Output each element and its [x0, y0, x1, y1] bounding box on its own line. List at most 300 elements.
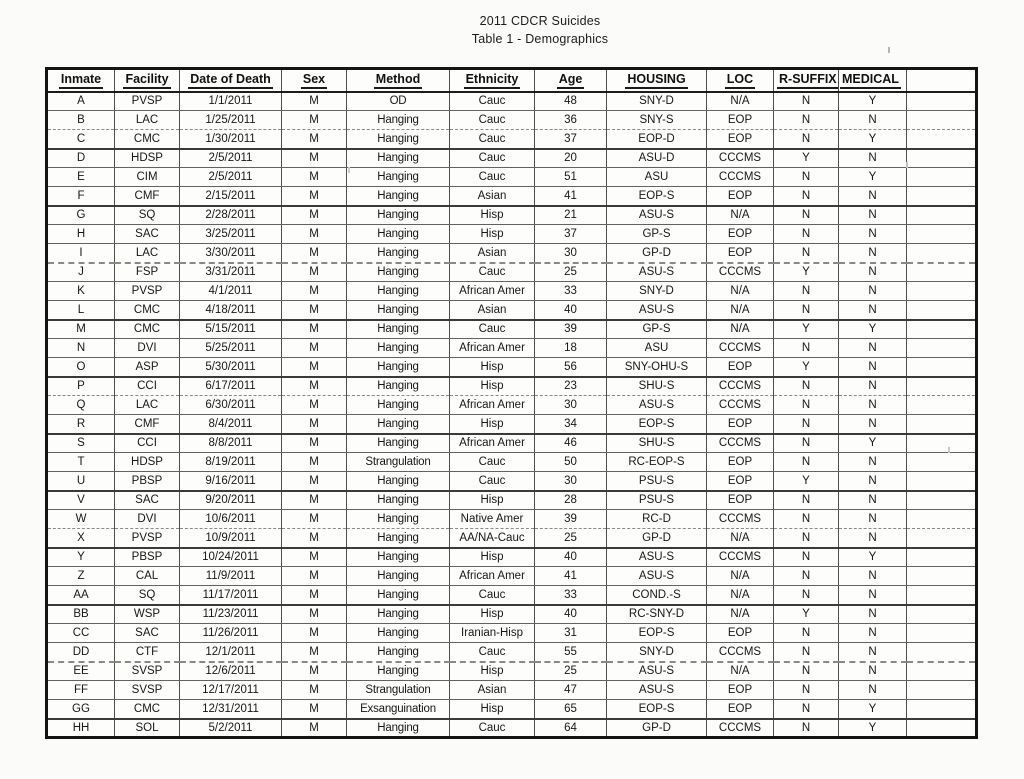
cell-method: Hanging: [347, 396, 450, 415]
column-header-label: R-SUFFIX: [777, 72, 839, 89]
cell-sex: M: [282, 130, 347, 149]
cell-method: Hanging: [347, 282, 450, 301]
cell-housing: EOP-D: [607, 130, 707, 149]
cell-date-of-death: 5/15/2011: [180, 320, 282, 339]
cell-blank: [907, 358, 977, 377]
cell-date-of-death: 11/17/2011: [180, 586, 282, 605]
cell-loc: EOP: [707, 358, 774, 377]
cell-sex: M: [282, 206, 347, 225]
cell-ethnicity: Cauc: [450, 320, 535, 339]
cell-medical: N: [839, 301, 907, 320]
cell-sex: M: [282, 586, 347, 605]
cell-housing: GP-D: [607, 244, 707, 263]
cell-age: 25: [535, 529, 607, 548]
table-row: [47, 225, 977, 244]
cell-age: 25: [535, 263, 607, 282]
cell-inmate: S: [47, 434, 115, 453]
cell-date-of-death: 4/1/2011: [180, 282, 282, 301]
cell-method: Strangulation: [347, 453, 450, 472]
cell-age: 51: [535, 168, 607, 187]
column-header-facility: [115, 69, 180, 92]
cell-medical: Y: [839, 168, 907, 187]
cell-blank: [907, 453, 977, 472]
table-row: [47, 358, 977, 377]
cell-blank: [907, 206, 977, 225]
cell-facility: ASP: [115, 358, 180, 377]
cell-age: 41: [535, 187, 607, 206]
cell-date-of-death: 3/30/2011: [180, 244, 282, 263]
cell-ethnicity: African Amer: [450, 434, 535, 453]
cell-age: 34: [535, 415, 607, 434]
cell-facility: PVSP: [115, 282, 180, 301]
cell-loc: N/A: [707, 92, 774, 111]
cell-ethnicity: Cauc: [450, 111, 535, 130]
cell-method: Hanging: [347, 472, 450, 491]
cell-method: Hanging: [347, 434, 450, 453]
cell-method: Hanging: [347, 586, 450, 605]
cell-loc: N/A: [707, 529, 774, 548]
cell-r-suffix: N: [774, 282, 839, 301]
cell-facility: SAC: [115, 491, 180, 510]
cell-facility: SOL: [115, 719, 180, 738]
cell-medical: Y: [839, 700, 907, 719]
cell-date-of-death: 10/24/2011: [180, 548, 282, 567]
cell-ethnicity: Cauc: [450, 643, 535, 662]
cell-inmate: Q: [47, 396, 115, 415]
cell-housing: GP-S: [607, 320, 707, 339]
cell-method: Hanging: [347, 624, 450, 643]
cell-medical: Y: [839, 130, 907, 149]
cell-r-suffix: N: [774, 244, 839, 263]
cell-loc: CCCMS: [707, 339, 774, 358]
cell-method: Hanging: [347, 358, 450, 377]
table-row: [47, 643, 977, 662]
cell-sex: M: [282, 377, 347, 396]
table-row: [47, 719, 977, 738]
cell-loc: N/A: [707, 567, 774, 586]
cell-inmate: E: [47, 168, 115, 187]
cell-loc: EOP: [707, 472, 774, 491]
cell-blank: [907, 187, 977, 206]
cell-ethnicity: Asian: [450, 681, 535, 700]
cell-r-suffix: N: [774, 206, 839, 225]
cell-blank: [907, 168, 977, 187]
cell-blank: [907, 491, 977, 510]
cell-blank: [907, 643, 977, 662]
cell-blank: [907, 472, 977, 491]
cell-housing: SHU-S: [607, 377, 707, 396]
column-header-label: Date of Death: [188, 72, 273, 89]
column-header-date-of-death: [180, 69, 282, 92]
cell-loc: N/A: [707, 282, 774, 301]
cell-method: Hanging: [347, 320, 450, 339]
table-header-row: [47, 69, 977, 92]
cell-r-suffix: Y: [774, 263, 839, 282]
cell-age: 37: [535, 130, 607, 149]
table-row: [47, 244, 977, 263]
cell-sex: M: [282, 491, 347, 510]
cell-r-suffix: N: [774, 510, 839, 529]
cell-inmate: V: [47, 491, 115, 510]
cell-blank: [907, 244, 977, 263]
cell-facility: LAC: [115, 111, 180, 130]
cell-r-suffix: N: [774, 548, 839, 567]
cell-medical: Y: [839, 320, 907, 339]
cell-date-of-death: 5/30/2011: [180, 358, 282, 377]
cell-date-of-death: 8/4/2011: [180, 415, 282, 434]
table-row: [47, 510, 977, 529]
cell-sex: M: [282, 396, 347, 415]
table-row: [47, 263, 977, 282]
cell-blank: [907, 396, 977, 415]
cell-loc: CCCMS: [707, 168, 774, 187]
cell-facility: CCI: [115, 434, 180, 453]
cell-r-suffix: Y: [774, 320, 839, 339]
cell-facility: SQ: [115, 586, 180, 605]
cell-housing: RC-SNY-D: [607, 605, 707, 624]
cell-blank: [907, 624, 977, 643]
cell-r-suffix: N: [774, 586, 839, 605]
cell-r-suffix: N: [774, 529, 839, 548]
cell-medical: N: [839, 586, 907, 605]
cell-ethnicity: Asian: [450, 301, 535, 320]
column-header-age: [535, 69, 607, 92]
cell-age: 41: [535, 567, 607, 586]
cell-housing: ASU-S: [607, 263, 707, 282]
column-header-label: LOC: [725, 72, 755, 89]
cell-housing: ASU-S: [607, 662, 707, 681]
cell-loc: N/A: [707, 605, 774, 624]
cell-inmate: G: [47, 206, 115, 225]
cell-inmate: Z: [47, 567, 115, 586]
cell-housing: ASU: [607, 339, 707, 358]
cell-housing: SHU-S: [607, 434, 707, 453]
cell-date-of-death: 12/31/2011: [180, 700, 282, 719]
column-header-label: Ethnicity: [464, 72, 521, 89]
cell-medical: N: [839, 472, 907, 491]
table-row: [47, 168, 977, 187]
table-row: [47, 301, 977, 320]
table-row: [47, 491, 977, 510]
cell-medical: Y: [839, 434, 907, 453]
cell-age: 40: [535, 548, 607, 567]
cell-inmate: D: [47, 149, 115, 168]
cell-method: Hanging: [347, 244, 450, 263]
cell-age: 48: [535, 92, 607, 111]
table-row: [47, 111, 977, 130]
cell-blank: [907, 320, 977, 339]
cell-loc: CCCMS: [707, 377, 774, 396]
cell-inmate: H: [47, 225, 115, 244]
cell-sex: M: [282, 301, 347, 320]
cell-housing: ASU-S: [607, 681, 707, 700]
cell-date-of-death: 2/5/2011: [180, 149, 282, 168]
cell-ethnicity: Cauc: [450, 130, 535, 149]
cell-r-suffix: N: [774, 491, 839, 510]
cell-method: Hanging: [347, 225, 450, 244]
table-row: [47, 377, 977, 396]
cell-r-suffix: N: [774, 643, 839, 662]
cell-method: Hanging: [347, 491, 450, 510]
cell-ethnicity: Cauc: [450, 472, 535, 491]
cell-inmate: W: [47, 510, 115, 529]
cell-ethnicity: Cauc: [450, 149, 535, 168]
cell-blank: [907, 700, 977, 719]
cell-blank: [907, 434, 977, 453]
cell-method: Hanging: [347, 111, 450, 130]
column-header-medical: [839, 69, 907, 92]
column-header-label: Method: [374, 72, 422, 89]
cell-method: Hanging: [347, 567, 450, 586]
column-header-sex: [282, 69, 347, 92]
cell-r-suffix: N: [774, 339, 839, 358]
cell-inmate: BB: [47, 605, 115, 624]
cell-facility: CAL: [115, 567, 180, 586]
column-header-loc: [707, 69, 774, 92]
table-row: [47, 624, 977, 643]
cell-facility: PVSP: [115, 529, 180, 548]
cell-inmate: EE: [47, 662, 115, 681]
cell-sex: M: [282, 339, 347, 358]
cell-medical: Y: [839, 92, 907, 111]
cell-loc: CCCMS: [707, 510, 774, 529]
cell-date-of-death: 6/17/2011: [180, 377, 282, 396]
cell-r-suffix: N: [774, 453, 839, 472]
table-row: [47, 567, 977, 586]
cell-age: 28: [535, 491, 607, 510]
cell-loc: EOP: [707, 130, 774, 149]
cell-date-of-death: 9/16/2011: [180, 472, 282, 491]
cell-r-suffix: N: [774, 168, 839, 187]
table-row: [47, 529, 977, 548]
cell-method: Hanging: [347, 377, 450, 396]
cell-r-suffix: N: [774, 130, 839, 149]
table-body: [47, 92, 977, 738]
table-row: [47, 339, 977, 358]
cell-loc: CCCMS: [707, 434, 774, 453]
column-header-ethnicity: [450, 69, 535, 92]
cell-housing: ASU-S: [607, 396, 707, 415]
cell-age: 18: [535, 339, 607, 358]
cell-date-of-death: 2/28/2011: [180, 206, 282, 225]
document-title: [0, 12, 1024, 48]
table-row: [47, 130, 977, 149]
cell-inmate: O: [47, 358, 115, 377]
cell-age: 39: [535, 320, 607, 339]
cell-method: Hanging: [347, 206, 450, 225]
cell-loc: CCCMS: [707, 396, 774, 415]
cell-blank: [907, 586, 977, 605]
cell-loc: EOP: [707, 111, 774, 130]
column-header-method: [347, 69, 450, 92]
cell-inmate: Y: [47, 548, 115, 567]
cell-loc: EOP: [707, 187, 774, 206]
cell-blank: [907, 662, 977, 681]
cell-sex: M: [282, 472, 347, 491]
cell-ethnicity: Hisp: [450, 206, 535, 225]
cell-medical: Y: [839, 719, 907, 738]
cell-housing: ASU: [607, 168, 707, 187]
cell-method: Strangulation: [347, 681, 450, 700]
cell-inmate: P: [47, 377, 115, 396]
table-row: [47, 586, 977, 605]
cell-loc: N/A: [707, 206, 774, 225]
cell-blank: [907, 111, 977, 130]
cell-method: Hanging: [347, 548, 450, 567]
cell-date-of-death: 11/9/2011: [180, 567, 282, 586]
cell-housing: SNY-D: [607, 282, 707, 301]
table-row: [47, 149, 977, 168]
cell-ethnicity: Hisp: [450, 225, 535, 244]
cell-sex: M: [282, 415, 347, 434]
cell-age: 40: [535, 301, 607, 320]
cell-date-of-death: 8/8/2011: [180, 434, 282, 453]
cell-age: 39: [535, 510, 607, 529]
cell-r-suffix: N: [774, 662, 839, 681]
table-row: [47, 282, 977, 301]
cell-housing: RC-D: [607, 510, 707, 529]
cell-age: 30: [535, 244, 607, 263]
cell-method: Hanging: [347, 168, 450, 187]
cell-medical: N: [839, 225, 907, 244]
cell-method: Hanging: [347, 339, 450, 358]
cell-age: 23: [535, 377, 607, 396]
cell-loc: N/A: [707, 320, 774, 339]
cell-r-suffix: N: [774, 567, 839, 586]
cell-ethnicity: Asian: [450, 244, 535, 263]
cell-sex: M: [282, 187, 347, 206]
cell-r-suffix: N: [774, 301, 839, 320]
cell-inmate: T: [47, 453, 115, 472]
cell-blank: [907, 548, 977, 567]
cell-ethnicity: African Amer: [450, 339, 535, 358]
cell-loc: CCCMS: [707, 263, 774, 282]
cell-housing: COND.-S: [607, 586, 707, 605]
cell-age: 21: [535, 206, 607, 225]
cell-blank: [907, 339, 977, 358]
cell-housing: EOP-S: [607, 624, 707, 643]
cell-r-suffix: N: [774, 719, 839, 738]
cell-age: 37: [535, 225, 607, 244]
table-row: [47, 320, 977, 339]
cell-medical: N: [839, 605, 907, 624]
cell-ethnicity: Hisp: [450, 491, 535, 510]
cell-ethnicity: Hisp: [450, 377, 535, 396]
cell-housing: GP-D: [607, 529, 707, 548]
cell-blank: [907, 719, 977, 738]
cell-sex: M: [282, 700, 347, 719]
cell-sex: M: [282, 111, 347, 130]
cell-medical: N: [839, 206, 907, 225]
cell-medical: N: [839, 624, 907, 643]
cell-method: Hanging: [347, 149, 450, 168]
cell-medical: N: [839, 681, 907, 700]
cell-medical: N: [839, 662, 907, 681]
cell-age: 40: [535, 605, 607, 624]
cell-housing: SNY-D: [607, 92, 707, 111]
cell-blank: [907, 681, 977, 700]
cell-sex: M: [282, 149, 347, 168]
cell-housing: EOP-S: [607, 415, 707, 434]
cell-sex: M: [282, 168, 347, 187]
cell-housing: SNY-S: [607, 111, 707, 130]
cell-method: Hanging: [347, 510, 450, 529]
table-row: [47, 206, 977, 225]
cell-age: 46: [535, 434, 607, 453]
cell-age: 65: [535, 700, 607, 719]
column-header-label: MEDICAL: [840, 72, 901, 89]
cell-housing: ASU-S: [607, 206, 707, 225]
cell-inmate: R: [47, 415, 115, 434]
cell-method: Hanging: [347, 187, 450, 206]
cell-loc: EOP: [707, 624, 774, 643]
cell-blank: [907, 510, 977, 529]
cell-sex: M: [282, 681, 347, 700]
table-row: [47, 396, 977, 415]
cell-date-of-death: 4/18/2011: [180, 301, 282, 320]
cell-date-of-death: 5/2/2011: [180, 719, 282, 738]
cell-medical: N: [839, 510, 907, 529]
cell-r-suffix: Y: [774, 358, 839, 377]
table-row: [47, 681, 977, 700]
cell-facility: FSP: [115, 263, 180, 282]
cell-date-of-death: 9/20/2011: [180, 491, 282, 510]
table-row: [47, 700, 977, 719]
cell-medical: N: [839, 567, 907, 586]
cell-facility: PBSP: [115, 548, 180, 567]
cell-facility: LAC: [115, 396, 180, 415]
cell-sex: M: [282, 434, 347, 453]
cell-inmate: U: [47, 472, 115, 491]
cell-medical: N: [839, 415, 907, 434]
cell-age: 30: [535, 396, 607, 415]
cell-inmate: HH: [47, 719, 115, 738]
table-row: [47, 187, 977, 206]
cell-method: Hanging: [347, 130, 450, 149]
cell-r-suffix: N: [774, 415, 839, 434]
cell-facility: PVSP: [115, 92, 180, 111]
column-header-blank: [907, 69, 977, 92]
cell-medical: N: [839, 643, 907, 662]
cell-sex: M: [282, 92, 347, 111]
cell-housing: EOP-S: [607, 187, 707, 206]
cell-medical: N: [839, 377, 907, 396]
cell-sex: M: [282, 244, 347, 263]
cell-housing: ASU-S: [607, 567, 707, 586]
cell-medical: N: [839, 358, 907, 377]
cell-method: Hanging: [347, 415, 450, 434]
cell-loc: EOP: [707, 453, 774, 472]
cell-method: Hanging: [347, 605, 450, 624]
cell-sex: M: [282, 263, 347, 282]
cell-inmate: FF: [47, 681, 115, 700]
column-header-label: Inmate: [59, 72, 103, 89]
cell-inmate: F: [47, 187, 115, 206]
cell-inmate: L: [47, 301, 115, 320]
cell-age: 47: [535, 681, 607, 700]
cell-r-suffix: N: [774, 700, 839, 719]
cell-housing: SNY-OHU-S: [607, 358, 707, 377]
cell-blank: [907, 529, 977, 548]
cell-ethnicity: Iranian-Hisp: [450, 624, 535, 643]
cell-facility: SAC: [115, 225, 180, 244]
cell-r-suffix: Y: [774, 149, 839, 168]
table-row: [47, 662, 977, 681]
cell-date-of-death: 6/30/2011: [180, 396, 282, 415]
cell-loc: EOP: [707, 225, 774, 244]
cell-sex: M: [282, 282, 347, 301]
table-row: [47, 453, 977, 472]
